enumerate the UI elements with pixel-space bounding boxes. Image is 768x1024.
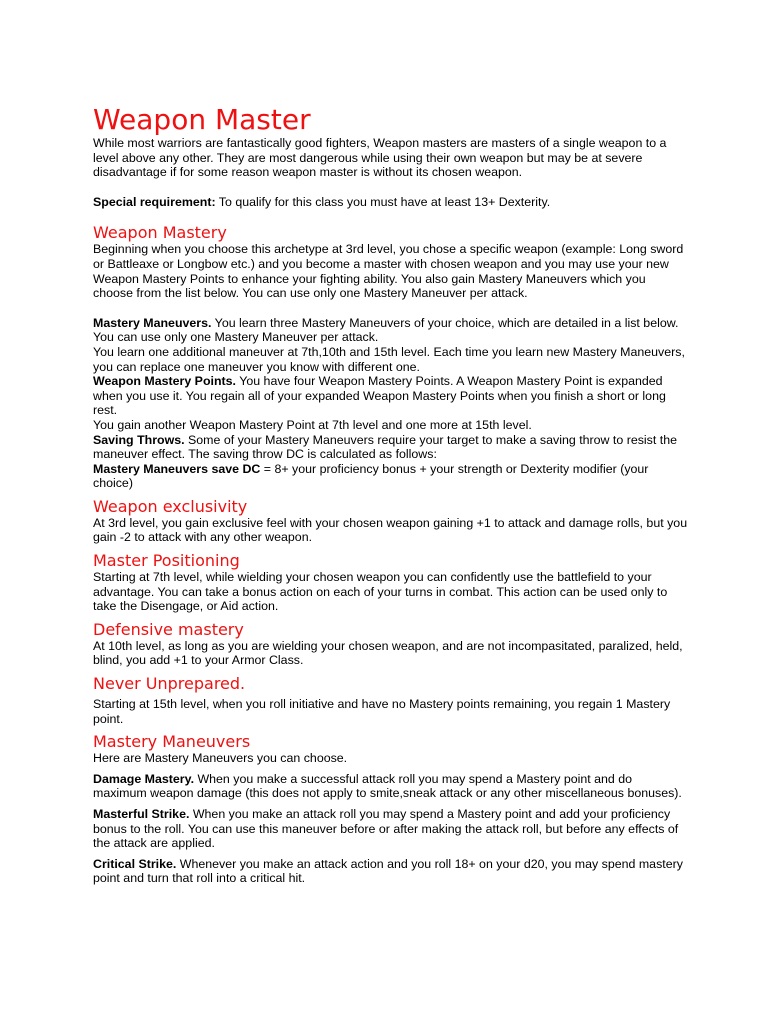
maneuver-label: Masterful Strike. bbox=[93, 807, 190, 821]
weapon-mastery-paragraph: Beginning when you choose this archetype at 3rd level, you chose a specific weapon (example: Long sword or Battleaxe or Longbow etc.) and you become a master with chosen weapon and you may use your new Weapon Mastery Points to enhance your fighting ability. You also gain Mastery Maneuvers which you choose from the list below. You can use only one Mastery Maneuver per attack. bbox=[93, 242, 684, 301]
special-requirement-text: To qualify for this class you must have at least 13+ Dexterity. bbox=[215, 194, 551, 209]
mastery-maneuvers-label: Mastery Maneuvers. bbox=[93, 315, 212, 330]
saving-throws-rule bbox=[93, 433, 688, 462]
maneuver-label: Critical Strike. bbox=[93, 856, 177, 871]
maneuver-text: Whenever you make an attack action and you roll 18+ on your d20, you may spend mastery point and turn that roll into a critical hit. bbox=[93, 856, 683, 886]
saving-throws-label: Saving Throws. bbox=[93, 432, 185, 447]
page-title: Weapon Master bbox=[93, 103, 311, 136]
mastery-maneuvers-rule bbox=[93, 316, 688, 345]
intro-paragraph: While most warriors are fantastically good fighters, Weapon masters are masters of a single weapon to a level above any other. They are most dangerous while using their own weapon but may be at severe disadvantage if for some reason weapon master is without its chosen weapon. bbox=[93, 136, 667, 180]
spacer bbox=[93, 301, 688, 316]
mastery-maneuvers-text: You learn three Mastery Maneuvers of your choice, which are detailed in a list below. You can use only one Mastery Maneuver per attack. bbox=[93, 315, 679, 345]
section-heading-master-positioning: Master Positioning bbox=[93, 551, 240, 571]
mastery-maneuvers-intro: Here are Mastery Maneuvers you can choose. bbox=[93, 751, 348, 766]
never-unprepared-paragraph: Starting at 15th level, when you roll initiative and have no Mastery points remaining, you regain 1 Mastery point. bbox=[93, 697, 671, 726]
spacer bbox=[93, 209, 688, 223]
section-heading-defensive-mastery: Defensive mastery bbox=[93, 619, 244, 639]
section-heading-mastery-maneuvers: Mastery Maneuvers bbox=[93, 732, 251, 752]
maneuver-item bbox=[93, 807, 688, 851]
special-requirement-label: Special requirement: bbox=[93, 194, 216, 209]
maneuver-item bbox=[93, 857, 688, 886]
maneuver-item bbox=[93, 772, 688, 801]
special-requirement bbox=[93, 195, 688, 210]
saving-throws-text: Some of your Mastery Maneuvers require your target to make a saving throw to resist the maneuver effect. The saving throw DC is calculated as follows: bbox=[93, 432, 677, 462]
defensive-mastery-paragraph: At 10th level, as long as you are wielding your chosen weapon, and are not incompasitated, paralized, held, blind, you add +1 to your Armor Class. bbox=[93, 638, 683, 668]
maneuver-text: When you make a successful attack roll you may spend a Mastery point and do maximum weapon damage (this does not apply to smite,sneak attack or any other miscellaneous bonuses). bbox=[93, 771, 682, 801]
weapon-mastery-points-text: You have four Weapon Mastery Points. A Weapon Mastery Point is expanded when you use it. You regain all of your expanded Weapon Mastery Points when you finish a short or long rest. bbox=[93, 374, 666, 418]
mastery-maneuvers-extra: You learn one additional maneuver at 7th,10th and 15th level. Each time you learn new Mastery Maneuvers, you can replace one maneuver you know with different one. bbox=[93, 344, 685, 374]
weapon-mastery-points-label: Weapon Mastery Points. bbox=[93, 374, 236, 389]
maneuver-text: When you make an attack roll you may spend a Mastery point and add your proficiency bonus to the roll. You can use this maneuver before or after making the attack roll, but before any effects of the attack are applied. bbox=[93, 807, 679, 851]
section-heading-never-unprepared: Never Unprepared. bbox=[93, 674, 246, 694]
master-positioning-paragraph: Starting at 7th level, while wielding your chosen weapon you can confidently use the battlefield to your advantage. You can take a bonus action on each of your turns in combat. This action can be used only to take the Disengage, or Aid action. bbox=[93, 570, 668, 614]
maneuver-label: Damage Mastery. bbox=[93, 771, 195, 786]
save-dc-text: = 8+ your proficiency bonus + your strength or Dexterity modifier (your choice) bbox=[93, 461, 649, 491]
section-heading-weapon-mastery: Weapon Mastery bbox=[93, 223, 227, 243]
weapon-mastery-points-extra: You gain another Weapon Mastery Point at 7th level and one more at 15th level. bbox=[93, 417, 532, 432]
weapon-mastery-points-rule bbox=[93, 374, 688, 418]
section-heading-weapon-exclusivity: Weapon exclusivity bbox=[93, 496, 248, 516]
save-dc-rule bbox=[93, 462, 688, 491]
spacer bbox=[93, 180, 688, 195]
save-dc-label: Mastery Maneuvers save DC bbox=[93, 461, 261, 476]
weapon-exclusivity-paragraph: At 3rd level, you gain exclusive feel with your chosen weapon gaining +1 to attack and damage rolls, but you gain -2 to attack with any other weapon. bbox=[93, 515, 688, 545]
